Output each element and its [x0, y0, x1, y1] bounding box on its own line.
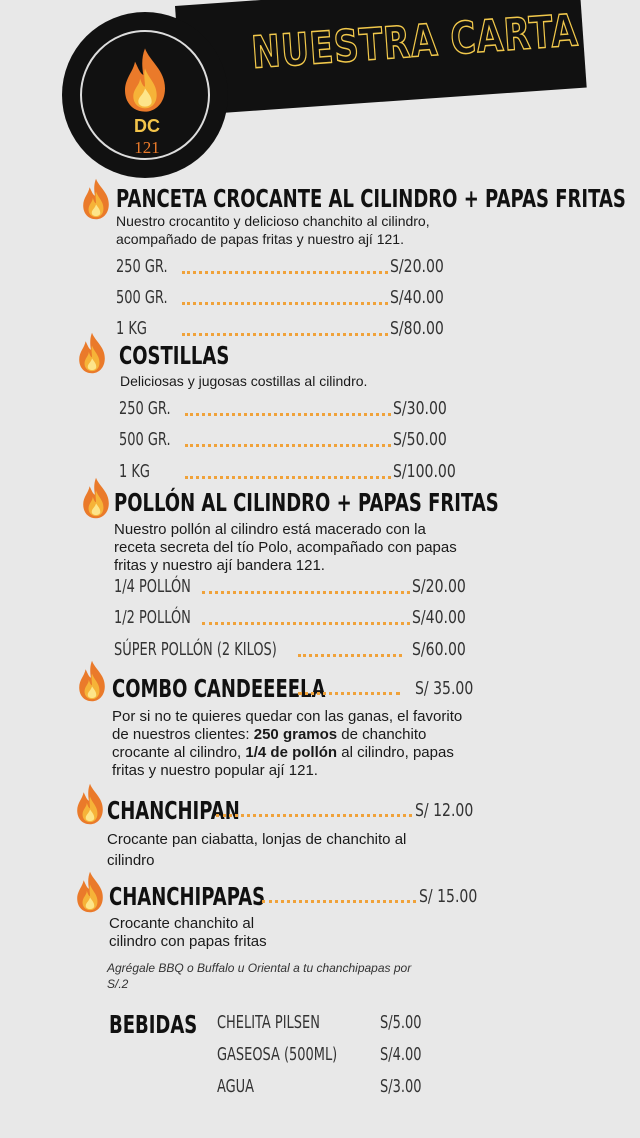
section-desc-combo-1: Por si no te quieres quedar con las ganas, el favorito: [112, 708, 463, 725]
section-title-panceta: PANCETA CROCANTE AL CILINDRO + PAPAS FRITAS: [116, 184, 626, 213]
leader-dots: [262, 900, 416, 903]
row-label: 1/4 POLLÓN: [114, 576, 191, 597]
section-desc-pollon-2: receta secreta del tío Polo, acompañado con papas: [114, 539, 457, 556]
section-desc-chanchipan-2: cilindro: [107, 852, 155, 869]
section-desc-chanchipapas-2: cilindro con papas fritas: [109, 933, 267, 950]
chanchipapas-price: S/ 15.00: [419, 886, 478, 907]
price-row: [114, 576, 484, 600]
drink-price: S/3.00: [380, 1076, 422, 1097]
flame-icon: [76, 659, 108, 703]
row-label: 250 GR.: [116, 256, 168, 277]
flame-icon: [74, 870, 106, 914]
row-price: S/80.00: [390, 318, 444, 339]
desc-text: de nuestros clientes:: [112, 726, 254, 743]
section-desc-panceta-1: Nuestro crocantito y delicioso chanchito al cilindro,: [116, 213, 430, 229]
desc-text: de chanchito: [337, 726, 427, 743]
row-price: S/20.00: [390, 256, 444, 277]
flame-icon: [80, 177, 112, 221]
section-title-chanchipapas: CHANCHIPAPAS: [109, 882, 266, 911]
leader-dots: [182, 271, 388, 274]
price-row: [116, 256, 466, 280]
section-title-combo: COMBO CANDEEEELA: [112, 674, 326, 703]
section-desc-combo-3: [112, 744, 454, 762]
leader-dots: [202, 622, 410, 625]
leader-dots: [298, 692, 400, 695]
chanchipan-price: S/ 12.00: [415, 800, 474, 821]
chanchipapas-note-1: Agrégale BBQ o Buffalo u Oriental a tu chanchipapas por: [107, 961, 412, 975]
drink-price: S/4.00: [380, 1044, 422, 1065]
drink-price: S/5.00: [380, 1012, 422, 1033]
row-price: S/50.00: [393, 429, 447, 450]
flame-icon: [80, 476, 112, 520]
desc-text: crocante al cilindro,: [112, 744, 246, 761]
row-price: S/60.00: [412, 639, 466, 660]
combo-price: S/ 35.00: [415, 678, 474, 699]
leader-dots: [182, 333, 388, 336]
leader-dots: [185, 413, 391, 416]
row-label: 250 GR.: [119, 398, 171, 419]
row-price: S/100.00: [393, 461, 456, 482]
section-desc-pollon-1: Nuestro pollón al cilindro está macerado con la: [114, 521, 426, 538]
leader-dots: [185, 444, 391, 447]
row-label: 500 GR.: [116, 287, 168, 308]
logo-number: 121: [134, 138, 160, 157]
section-title-bebidas: BEBIDAS: [109, 1010, 198, 1039]
leader-dots: [202, 591, 410, 594]
leader-dots: [182, 302, 388, 305]
desc-bold: 250 gramos: [253, 726, 338, 743]
price-row: [116, 318, 466, 342]
leader-dots: [216, 814, 412, 817]
desc-text: al cilindro, papas: [337, 744, 454, 761]
row-price: S/40.00: [390, 287, 444, 308]
section-desc-combo-2: [112, 726, 426, 744]
section-title-pollon: POLLÓN AL CILINDRO + PAPAS FRITAS: [114, 488, 499, 517]
section-desc-chanchipan-1: Crocante pan ciabatta, lonjas de chanchito al: [107, 831, 407, 848]
flame-icon: [74, 782, 106, 826]
logo-text: DC: [134, 116, 160, 136]
row-price: S/30.00: [393, 398, 447, 419]
section-title-costillas: COSTILLAS: [119, 341, 230, 370]
row-label: 1 KG: [119, 461, 150, 482]
price-row: [119, 398, 469, 422]
desc-bold: 1/4 de pollón: [245, 744, 338, 761]
row-label: 1 KG: [116, 318, 147, 339]
drink-label: GASEOSA (500ML): [217, 1044, 338, 1065]
page-title: NUESTRA CARTA: [250, 5, 580, 79]
leader-dots: [298, 654, 402, 657]
leader-dots: [185, 476, 391, 479]
section-desc-panceta-2: acompañado de papas fritas y nuestro ají 121.: [116, 231, 404, 247]
section-desc-chanchipapas-1: Crocante chanchito al: [109, 915, 255, 932]
price-row: [119, 461, 469, 485]
flame-icon: [76, 331, 108, 375]
section-desc-pollon-3: fritas y nuestro ají bandera 121.: [114, 557, 325, 574]
price-row: [114, 607, 484, 631]
row-label: 500 GR.: [119, 429, 171, 450]
row-label: 1/2 POLLÓN: [114, 607, 191, 628]
section-desc-combo-4: fritas y nuestro popular ají 121.: [112, 762, 318, 779]
logo-flame-icon: [120, 46, 170, 114]
section-desc-costillas: Deliciosas y jugosas costillas al cilindro.: [120, 373, 368, 389]
price-row: [116, 287, 466, 311]
row-price: S/40.00: [412, 607, 466, 628]
price-row: [114, 639, 484, 663]
row-price: S/20.00: [412, 576, 466, 597]
section-title-chanchipan: CHANCHIPAN: [107, 796, 240, 825]
row-label: SÚPER POLLÓN (2 KILOS): [114, 639, 277, 660]
drink-label: AGUA: [217, 1076, 255, 1097]
price-row: [119, 429, 469, 453]
logo: [62, 12, 228, 178]
logo-ring: [80, 30, 210, 160]
drink-label: CHELITA PILSEN: [217, 1012, 320, 1033]
chanchipapas-note-2: S/.2: [107, 977, 129, 991]
